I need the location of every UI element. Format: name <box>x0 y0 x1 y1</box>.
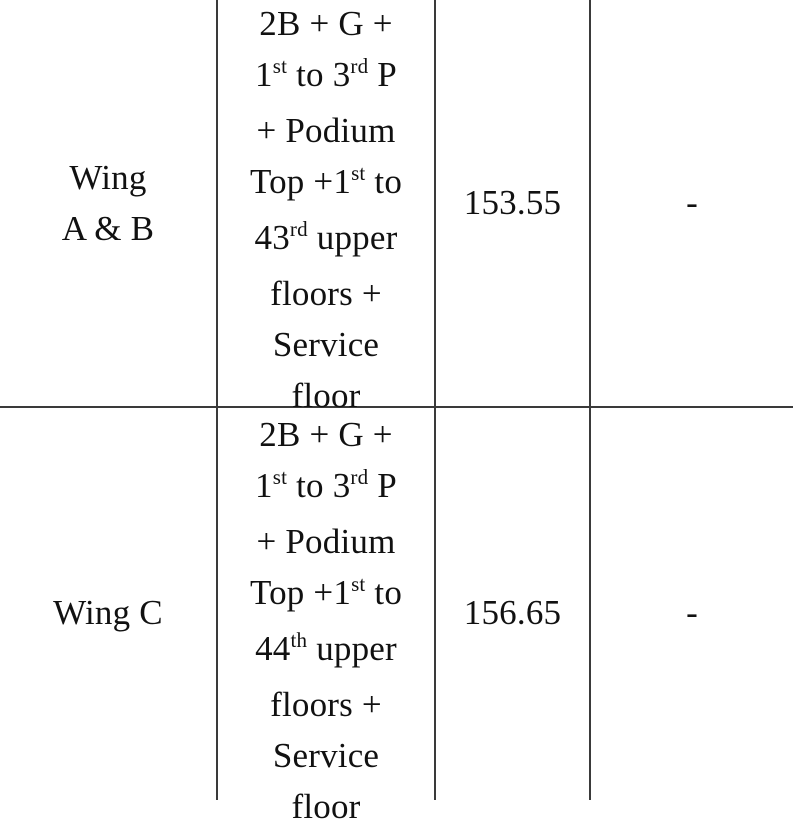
column-divider <box>434 0 436 800</box>
floors-text: P <box>368 466 397 505</box>
floors-text: floors + <box>270 685 382 724</box>
floors-text: 1 <box>255 55 273 94</box>
ordinal-suffix: st <box>351 161 366 185</box>
floors-text: Service <box>272 736 380 775</box>
wing-cell: Wing A & B <box>61 158 155 248</box>
ordinal-suffix: th <box>290 628 308 652</box>
floors-text: to <box>365 573 403 612</box>
floors-text: upper <box>307 629 397 668</box>
ordinal-suffix: rd <box>350 465 369 489</box>
floors-text: to 3 <box>287 55 351 94</box>
floors-text: + Podium <box>256 111 396 150</box>
floors-text: Top +1 <box>249 573 352 612</box>
floors-cell <box>218 409 434 832</box>
remark-cell: - <box>686 593 698 632</box>
floors-line <box>218 730 434 781</box>
floors-line <box>218 156 434 212</box>
height-cell: 153.55 <box>463 183 562 222</box>
ordinal-suffix: st <box>351 572 366 596</box>
floors-line <box>218 212 434 268</box>
floors-text: to <box>365 162 403 201</box>
floors-line <box>218 460 434 516</box>
floors-line <box>218 268 434 319</box>
floors-text: floor <box>291 376 361 415</box>
floors-line <box>218 105 434 156</box>
floors-line <box>218 49 434 105</box>
floors-line <box>218 0 434 49</box>
floors-text: Service <box>272 325 380 364</box>
floors-line <box>218 781 434 832</box>
floors-cell <box>218 0 434 421</box>
floors-line <box>218 409 434 460</box>
floors-text: floor <box>291 787 361 826</box>
floors-text: floors + <box>270 274 382 313</box>
floors-text: 2B + G + <box>259 415 393 454</box>
floors-text: 2B + G + <box>259 4 393 43</box>
floors-line <box>218 516 434 567</box>
height-cell: 156.65 <box>463 593 562 632</box>
floors-line <box>218 623 434 679</box>
remark-cell: - <box>686 183 698 222</box>
floors-line <box>218 567 434 623</box>
floors-text: + Podium <box>256 522 396 561</box>
floors-text: Top +1 <box>249 162 352 201</box>
floors-text: P <box>368 55 397 94</box>
ordinal-suffix: rd <box>350 54 369 78</box>
floors-text: 44 <box>255 629 291 668</box>
floors-line <box>218 679 434 730</box>
floors-line <box>218 319 434 370</box>
ordinal-suffix: rd <box>289 217 308 241</box>
ordinal-suffix: st <box>272 54 288 78</box>
floors-text: 43 <box>254 218 290 257</box>
floors-text: upper <box>307 218 398 257</box>
wing-cell: Wing C <box>53 593 163 632</box>
column-divider <box>589 0 591 800</box>
floors-text: to 3 <box>287 466 351 505</box>
ordinal-suffix: st <box>272 465 288 489</box>
floors-text: 1 <box>255 466 273 505</box>
